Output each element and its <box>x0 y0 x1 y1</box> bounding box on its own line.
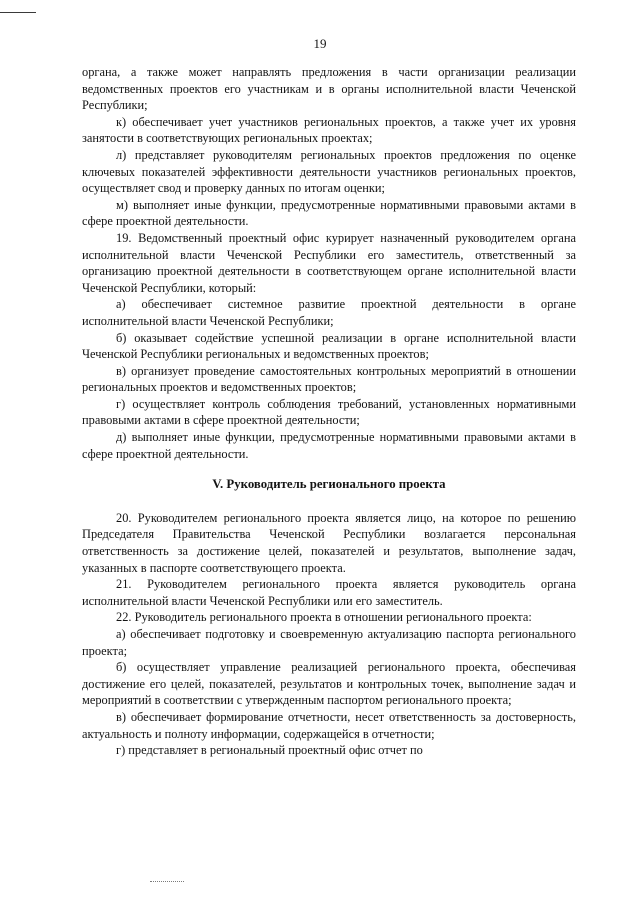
paragraph-clause-19: 19. Ведомственный проектный офис курирует назначенный руководителем органа исполнительной власти Чеченской Республики его заместитель, ответственный за организацию проектной деятельности в соответствующем органе исполнительной власти Чеченской Республики, который: <box>82 230 576 295</box>
top-rule-line <box>0 12 36 13</box>
paragraph-item-k: к) обеспечивает учет участников региональных проектов, а также учет их уровня занятости в соответствующих региональных проектах; <box>82 114 576 146</box>
scan-artifact-mark <box>150 881 184 883</box>
page-number: 19 <box>313 36 327 51</box>
paragraph-clause-22: 22. Руководитель регионального проекта в отношении регионального проекта: <box>116 610 532 625</box>
paragraph-item-a: а) обеспечивает подготовку и своевременную актуализацию паспорта регионального проекта; <box>82 627 576 658</box>
document-body <box>82 64 576 759</box>
paragraphs-after-heading <box>82 510 576 759</box>
paragraph-item-b: б) осуществляет управление реализацией регионального проекта, обеспечивая достижение его целей, показателей, результатов и контрольных точек, выполнение задач и мероприятий в соответствии с утвержденным паспортом регионального проекта; <box>82 660 576 708</box>
paragraph-item-l: л) представляет руководителям региональных проектов предложения по оценке ключевых показателей эффективности деятельности участников региональных проектов, осуществляет свод и проверку данных по итогам оценки; <box>82 147 576 196</box>
paragraph-item-g: г) осуществляет контроль соблюдения требований, установленных нормативными правовыми актами в сфере проектной деятельности; <box>82 396 576 428</box>
paragraph-clause-21: 21. Руководителем регионального проекта является руководитель органа исполнительной власти Чеченской Республики или его заместитель. <box>82 577 576 608</box>
paragraphs-before-heading <box>82 64 576 462</box>
paragraph-item-a: а) обеспечивает системное развитие проектной деятельности в органе исполнительной власти Чеченской Республики; <box>82 297 576 328</box>
paragraph-clause-20: 20. Руководителем регионального проекта является лицо, на которое по решению Председателя Правительства Чеченской Республики возлагается персональная ответственность за достижение целей, показателей и результатов, выполнение задач, указанных в паспорте соответствующего проекта. <box>82 510 576 575</box>
paragraph-item-g: г) представляет в региональный проектный офис отчет по <box>116 743 423 758</box>
paragraph-continuation: органа, а также может направлять предложения в части организации реализации ведомственных проектов его участникам и в органы исполнительной власти Чеченской Республики; <box>82 65 576 113</box>
paragraph-item-m: м) выполняет иные функции, предусмотренные нормативными правовыми актами в сфере проектной деятельности. <box>82 197 576 229</box>
section-heading: V. Руководитель регионального проекта <box>212 477 446 492</box>
paragraph-item-v: в) организует проведение самостоятельных контрольных мероприятий в отношении региональных проектов и ведомственных проектов; <box>82 363 576 395</box>
paragraph-item-b: б) оказывает содействие успешной реализации в органе исполнительной власти Чеченской Республики региональных и ведомственных проектов; <box>82 330 576 362</box>
paragraph-item-d: д) выполняет иные функции, предусмотренные нормативными правовыми актами в сфере проектной деятельности. <box>82 430 576 461</box>
paragraph-item-v: в) обеспечивает формирование отчетности, несет ответственность за достоверность, актуальность и полноту информации, содержащейся в отчетности; <box>82 709 576 741</box>
